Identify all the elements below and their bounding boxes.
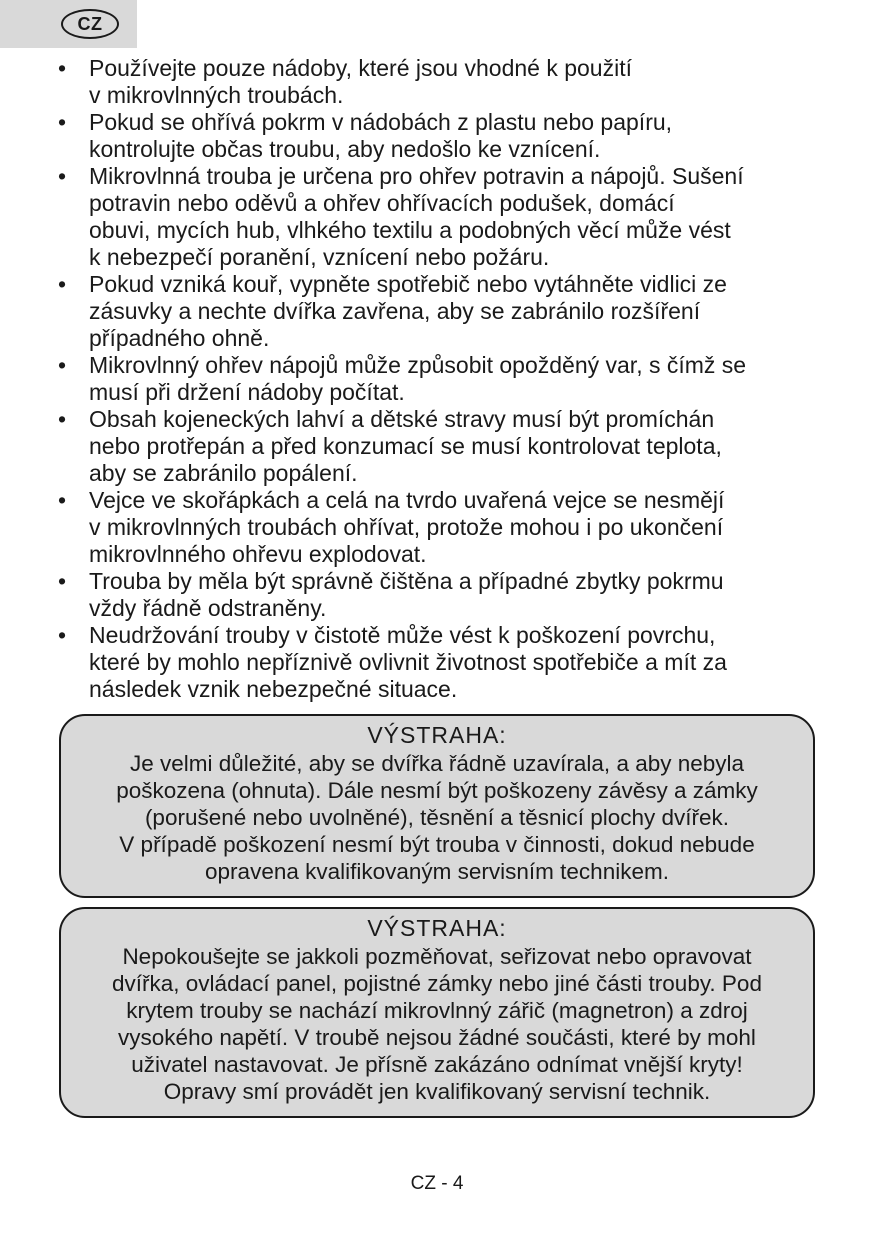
list-item: • Pokud se ohřívá pokrm v nádobách z plastu nebo papíru, kontrolujte občas troubu, aby nedošlo ke vznícení.: [58, 109, 673, 162]
warning-line: krytem trouby se nachází mikrovlnný zářič (magnetron) a zdroj: [126, 998, 748, 1023]
language-badge: CZ: [61, 9, 119, 39]
list-item: • Vejce ve skořápkách a celá na tvrdo uvařená vejce se nesmějí v mikrovlnných troubách ohřívat, protože mohou i po ukončení mikrovlnného ohřevu explodovat.: [58, 487, 725, 567]
line: kontrolujte občas troubu, aby nedošlo ke vznícení.: [89, 136, 601, 162]
list-item: • Používejte pouze nádoby, které jsou vhodné k použití v mikrovlnných troubách.: [58, 55, 632, 108]
language-tab: [0, 0, 137, 48]
warning-title: VÝSTRAHA:: [367, 915, 507, 941]
warning-line: Je velmi důležité, aby se dvířka řádně uzavírala, a aby nebyla: [129, 751, 745, 776]
warning-line: poškozena (ohnuta). Dále nesmí být poškozeny závěsy a zámky: [116, 778, 758, 803]
list-item: • Obsah kojeneckých lahví a dětské stravy musí být promíchán nebo protřepán a před konzumací se musí kontrolovat teplota, aby se zabránilo popálení.: [58, 406, 722, 486]
line: následek vznik nebezpečné situace.: [89, 676, 458, 702]
line: Neudržování trouby v čistotě může vést k poškození povrchu,: [89, 622, 716, 648]
line: zásuvky a nechte dvířka zavřena, aby se zabránilo rozšíření: [89, 298, 701, 324]
line: případného ohně.: [89, 325, 270, 351]
line: v mikrovlnných troubách ohřívat, protože mohou i po ukončení: [89, 514, 724, 540]
list-item: • Mikrovlnný ohřev nápojů může způsobit opožděný var, s čímž se musí při držení nádoby počítat.: [58, 352, 747, 405]
warning-line: dvířka, ovládací panel, pojistné zámky nebo jiné části trouby. Pod: [112, 971, 762, 996]
line: musí při držení nádoby počítat.: [89, 379, 405, 405]
warning-line: vysokého napětí. V troubě nejsou žádné součásti, které by mohl: [118, 1025, 756, 1050]
warning-line: opravena kvalifikovaným servisním technikem.: [205, 859, 669, 884]
warning-line: Nepokoušejte se jakkoli pozměňovat, seřizovat nebo opravovat: [122, 944, 752, 969]
warning-box-door: [59, 714, 815, 898]
safety-instructions-list: [56, 55, 836, 703]
warning-line: uživatel nastavovat. Je přísně zakázáno odnímat vnější kryty!: [131, 1052, 743, 1077]
list-item: • Trouba by měla být správně čištěna a případné zbytky pokrmu vždy řádně odstraněny.: [58, 568, 724, 621]
line: obuvi, mycích hub, vlhkého textilu a podobných věcí může vést: [89, 217, 731, 243]
line: Obsah kojeneckých lahví a dětské stravy musí být promíchán: [89, 406, 715, 432]
line: Mikrovlnný ohřev nápojů může způsobit opožděný var, s čímž se: [89, 352, 747, 378]
line: mikrovlnného ohřevu explodovat.: [89, 541, 427, 567]
line: Používejte pouze nádoby, které jsou vhodné k použití: [89, 55, 632, 81]
line: vždy řádně odstraněny.: [89, 595, 327, 621]
list-item: • Mikrovlnná trouba je určena pro ohřev potravin a nápojů. Sušení potravin nebo oděvů a ohřev ohřívacích podušek, domácí obuvi, mycích hub, vlhkého textilu a podobných věcí může vést k nebezpečí poranění, vznícení nebo požáru.: [58, 163, 744, 270]
list-item: • Pokud vzniká kouř, vypněte spotřebič nebo vytáhněte vidlici ze zásuvky a nechte dvířka zavřena, aby se zabránilo rozšíření případného ohně.: [58, 271, 727, 351]
line: Mikrovlnná trouba je určena pro ohřev potravin a nápojů. Sušení: [89, 163, 744, 189]
line: aby se zabránilo popálení.: [89, 460, 358, 486]
warning-title: VÝSTRAHA:: [367, 722, 507, 748]
line: které by mohlo nepříznivě ovlivnit životnost spotřebiče a mít za: [89, 649, 727, 675]
warning-line: (porušené nebo uvolněné), těsnění a těsnicí plochy dvířek.: [144, 805, 730, 830]
line: nebo protřepán a před konzumací se musí kontrolovat teplota,: [89, 433, 722, 459]
line: Trouba by měla být správně čištěna a případné zbytky pokrmu: [89, 568, 724, 594]
line: Pokud vzniká kouř, vypněte spotřebič nebo vytáhněte vidlici ze: [89, 271, 727, 297]
warning-line: Opravy smí provádět jen kvalifikovaný servisní technik.: [163, 1079, 711, 1104]
line: v mikrovlnných troubách.: [89, 82, 344, 108]
page-number: CZ - 4: [410, 1173, 464, 1194]
list-item: • Neudržování trouby v čistotě může vést k poškození povrchu, které by mohlo nepříznivě ovlivnit životnost spotřebiče a mít za následek vznik nebezpečné situace.: [58, 622, 727, 702]
warning-line: V případě poškození nesmí být trouba v činnosti, dokud nebude: [119, 832, 755, 857]
warning-box-repair: [59, 907, 815, 1118]
line: Vejce ve skořápkách a celá na tvrdo uvařená vejce se nesmějí: [89, 487, 725, 513]
line: potravin nebo oděvů a ohřev ohřívacích podušek, domácí: [89, 190, 675, 216]
line: k nebezpečí poranění, vznícení nebo požáru.: [89, 244, 550, 270]
line: Pokud se ohřívá pokrm v nádobách z plastu nebo papíru,: [89, 109, 673, 135]
